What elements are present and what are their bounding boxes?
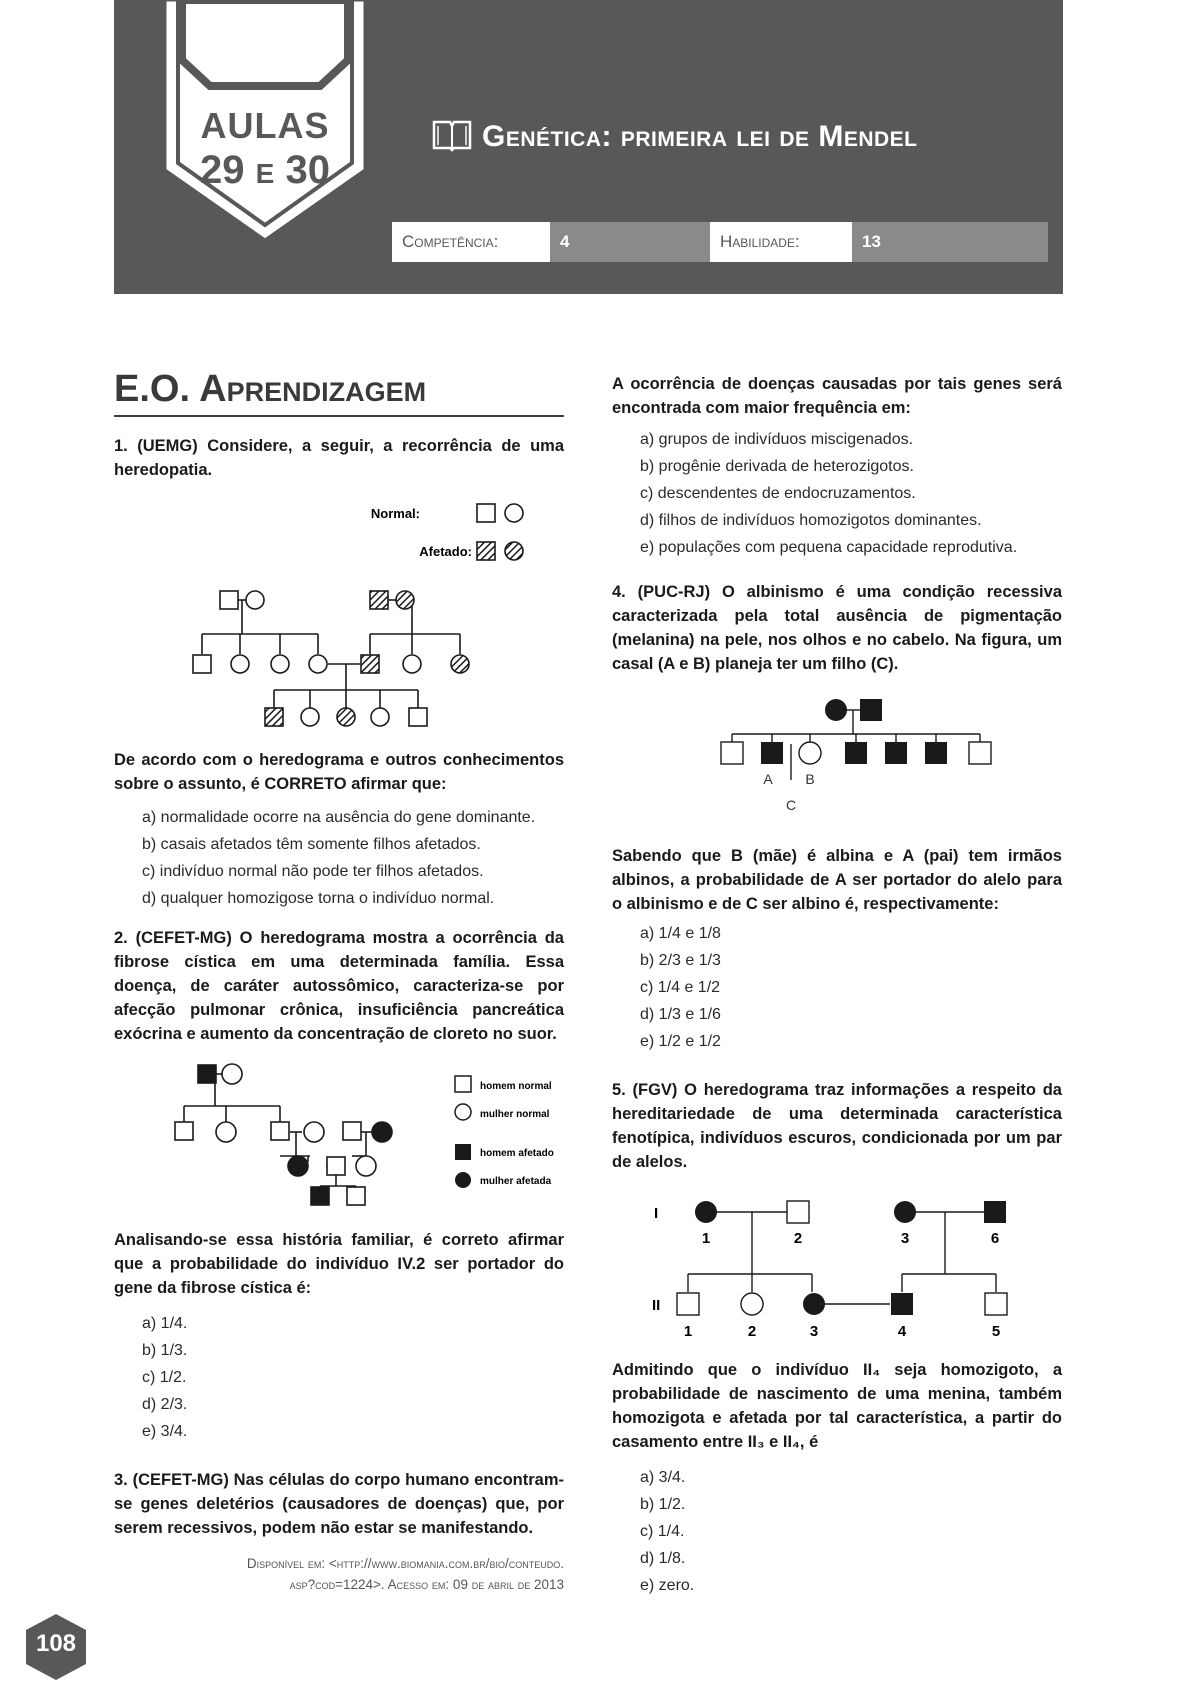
q3-question <box>612 372 1062 420</box>
q4-statement <box>612 580 1062 676</box>
q5-option-d[interactable]: d) 1/8. <box>640 1550 686 1567</box>
q1-option-a[interactable]: a) normalidade ocorre na ausência do gene dominante. <box>142 809 536 826</box>
q4-options <box>640 920 721 1055</box>
q4-number: 4. <box>612 583 626 601</box>
q2-question-text: Analisando-se essa história familiar, é correto afirmar que a probabilidade do indivíduo IV.2 ser portador do gene da fibrose cística é: <box>114 1231 564 1297</box>
page-number: 108 <box>35 1630 77 1657</box>
q4-pedigree <box>710 690 1010 830</box>
q5-gen-I: I <box>654 1205 659 1222</box>
section-title: E.O. Aprendizagem <box>114 368 564 417</box>
q2-question <box>114 1228 564 1300</box>
q1-option-b[interactable]: b) casais afetados têm somente filhos afetados. <box>142 836 481 853</box>
q2-option-e[interactable]: e) 3/4. <box>142 1423 188 1440</box>
q5-option-a[interactable]: a) 3/4. <box>640 1469 686 1486</box>
q5-I3-label: 3 <box>900 1230 910 1247</box>
q5-source: (FGV) <box>632 1081 678 1099</box>
q2-option-c[interactable]: c) 1/2. <box>142 1369 187 1386</box>
q2-legend-female-affected: mulher afetada <box>480 1176 552 1187</box>
q5-I2-label: 2 <box>793 1230 803 1247</box>
badge-aulas: AULAS <box>200 105 330 146</box>
q4-option-c[interactable]: c) 1/4 e 1/2 <box>640 979 721 996</box>
legend-affected-female <box>505 542 523 560</box>
q5-II4-label: 4 <box>897 1323 907 1340</box>
q4-label-b: B <box>805 771 815 787</box>
q4-question-text: Sabendo que B (mãe) é albina e A (pai) tem irmãos albinos, a probabilidade de A ser portador do alelo para o albinismo e de C ser albino é, respectivamente: <box>612 847 1062 913</box>
q5-option-c[interactable]: c) 1/4. <box>640 1523 685 1540</box>
q1-question-text: De acordo com o heredograma e outros conhecimentos sobre o assunto, é <box>114 751 564 793</box>
habilidade-value: 13 <box>852 222 1048 262</box>
q3-option-d[interactable]: d) filhos de indivíduos homozigotos dominantes. <box>640 512 982 529</box>
q5-gen-II: II <box>652 1297 661 1314</box>
q3-citation-line1: Disponível em: <http://www.biomania.com.br/bio/conteudo. <box>246 1556 564 1571</box>
q4-text: O albinismo é uma condição recessiva caracterizada pela total ausência de pigmentação (melanina) na pele, nos olhos e no cabelo. Na figura, um casal (A e B) planeja ter um filho (C). <box>612 583 1062 673</box>
q3-text: Nas células do corpo humano encontram-se genes deletérios (causadores de doenças) que, por serem recessivos, podem não estar se manifestando. <box>114 1471 564 1537</box>
q2-number: 2. <box>114 929 128 947</box>
q4-question <box>612 844 1062 916</box>
q1-question-emph: CORRETO <box>264 775 347 793</box>
q5-II2-label: 2 <box>747 1323 757 1340</box>
q3-citation <box>150 1553 564 1595</box>
q1-number: 1. <box>114 437 128 455</box>
q5-number: 5. <box>612 1081 626 1099</box>
q2-statement <box>114 926 564 1046</box>
q5-II5-label: 5 <box>991 1323 1001 1340</box>
q2-option-b[interactable]: b) 1/3. <box>142 1342 188 1359</box>
legend-normal-female <box>505 504 523 522</box>
q2-option-d[interactable]: d) 2/3. <box>142 1396 188 1413</box>
q1-pedigree <box>180 492 550 732</box>
legend-normal-male <box>477 504 495 522</box>
q1-legend-afetado: Afetado: <box>419 544 472 559</box>
q4-option-d[interactable]: d) 1/3 e 1/6 <box>640 1006 721 1023</box>
q2-text: O heredograma mostra a ocorrência da fibrose cística em uma determinada família. Essa doença, de caráter autossômico, caracteriza-se por afecção pulmonar crônica, insuficiência pancreática exócrina e aumento da concentração de cloreto no suor. <box>114 929 564 1043</box>
competencia-label: Competência: <box>392 222 550 262</box>
q4-option-b[interactable]: b) 2/3 e 1/3 <box>640 952 721 969</box>
q4-option-e[interactable]: e) 1/2 e 1/2 <box>640 1033 721 1050</box>
q1-option-c[interactable]: c) indivíduo normal não pode ter filhos afetados. <box>142 863 484 880</box>
lesson-title: Genética: primeira lei de Mendel <box>482 120 918 153</box>
q3-option-a[interactable]: a) grupos de indivíduos miscigenados. <box>640 431 914 448</box>
q5-question-text: Admitindo que o indivíduo II₄ seja homozigoto, a probabilidade de nascimento de uma menina, também homozigota e afetada por tal característica, a partir do casamento entre II₃ e II₄, é <box>612 1361 1062 1451</box>
q1-options <box>142 804 535 912</box>
q5-pedigree <box>640 1188 1040 1348</box>
q5-option-e[interactable]: e) zero. <box>640 1577 695 1594</box>
badge-num-2: 30 <box>285 148 330 192</box>
q5-II1-label: 1 <box>683 1323 693 1340</box>
q2-option-a[interactable]: a) 1/4. <box>142 1315 188 1332</box>
habilidade-label: Habilidade: <box>710 222 852 262</box>
legend-affected-male <box>477 542 495 560</box>
badge-e: E <box>255 158 275 189</box>
q2-source: (CEFET-MG) <box>135 929 232 947</box>
q5-statement <box>612 1078 1062 1174</box>
q2-pedigree <box>160 1056 560 1216</box>
q5-II3-label: 3 <box>809 1323 819 1340</box>
q2-legend-male-affected: homem afetado <box>480 1148 554 1159</box>
q1-source: (UEMG) <box>137 437 198 455</box>
q1-text: Considere, a seguir, a recorrência de uma heredopatia. <box>114 437 564 479</box>
q2-options <box>142 1310 187 1445</box>
q3-option-b[interactable]: b) progênie derivada de heterozigotos. <box>640 458 914 475</box>
q1-option-d[interactable]: d) qualquer homozigose torna o indivíduo normal. <box>142 890 495 907</box>
q2-legend-male-normal: homem normal <box>480 1081 552 1092</box>
q3-options <box>640 426 1017 561</box>
q3-citation-line2: asp?cod=1224>. Acesso em: 09 de abril de 2013 <box>289 1577 564 1592</box>
book-icon <box>432 118 472 152</box>
q3-question-text: A ocorrência de doenças causadas por tais genes será encontrada com maior frequência em: <box>612 375 1062 417</box>
q3-number: 3. <box>114 1471 128 1489</box>
badge-lesson-numbers <box>170 148 360 193</box>
q1-question <box>114 748 564 796</box>
q3-option-e[interactable]: e) populações com pequena capacidade reprodutiva. <box>640 539 1018 556</box>
q3-statement <box>114 1468 564 1540</box>
q4-label-a: A <box>763 771 773 787</box>
q3-option-c[interactable]: c) descendentes de endocruzamentos. <box>640 485 916 502</box>
q1-question-end: afirmar que: <box>351 775 447 793</box>
q5-options <box>640 1464 694 1599</box>
q1-statement <box>114 434 564 482</box>
q4-source: (PUC-RJ) <box>637 583 711 601</box>
q5-option-b[interactable]: b) 1/2. <box>640 1496 686 1513</box>
q5-I6-label: 6 <box>990 1230 1000 1247</box>
competencia-value: 4 <box>550 222 710 262</box>
q4-option-a[interactable]: a) 1/4 e 1/8 <box>640 925 721 942</box>
q4-label-c: C <box>785 797 797 813</box>
q5-text: O heredograma traz informações a respeito da hereditariedade de uma determinada característica fenotípica, indivíduos escuros, condicionada por um par de alelos. <box>612 1081 1062 1171</box>
q5-question <box>612 1358 1062 1454</box>
q5-I1-label: 1 <box>701 1230 711 1247</box>
badge-num-1: 29 <box>200 148 245 192</box>
q2-legend-female-normal: mulher normal <box>480 1109 550 1120</box>
q3-source: (CEFET-MG) <box>132 1471 229 1489</box>
q1-legend-normal: Normal: <box>370 506 420 521</box>
